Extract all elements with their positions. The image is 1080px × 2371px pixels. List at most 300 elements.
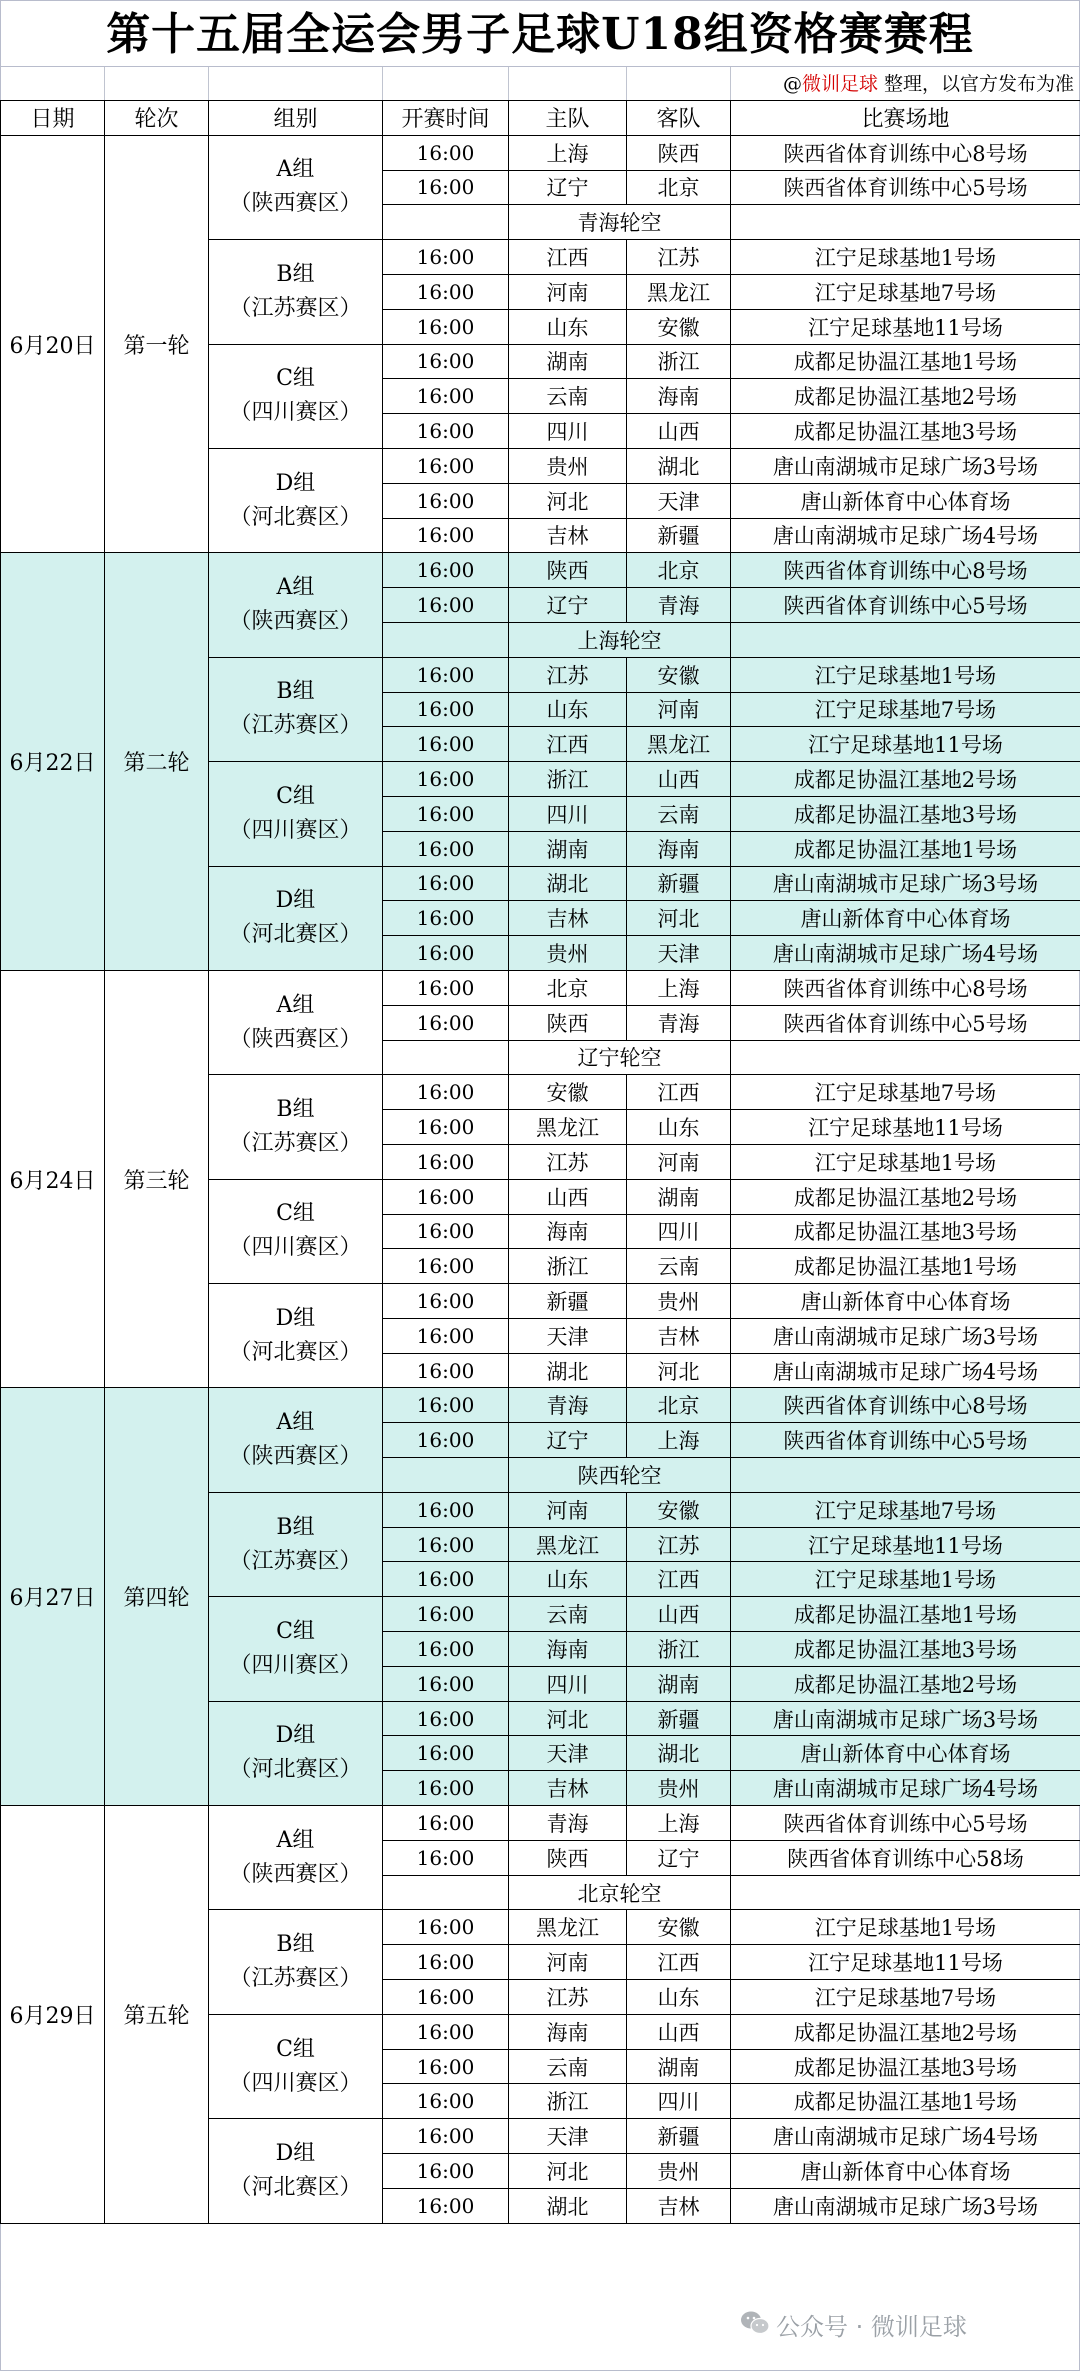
bye-cell: 陕西轮空 (509, 1458, 731, 1493)
home-team-cell: 浙江 (509, 2084, 627, 2119)
group-name: D组 (275, 2140, 316, 2166)
schedule-body (1, 135, 1080, 2223)
group-region: （四川赛区） (229, 1652, 362, 1678)
home-team-cell: 黑龙江 (509, 1910, 627, 1945)
group-name: A组 (276, 157, 315, 183)
table-row (1, 970, 1080, 1005)
away-team-cell: 湖南 (627, 1179, 731, 1214)
home-team-cell: 安徽 (509, 1075, 627, 1110)
home-team-cell: 浙江 (509, 762, 627, 797)
home-team-cell: 吉林 (509, 901, 627, 936)
away-team-cell: 青海 (627, 1005, 731, 1040)
round-cell: 第三轮 (105, 970, 209, 1388)
table-row (1, 135, 1080, 170)
away-team-cell: 新疆 (627, 1701, 731, 1736)
time-cell: 16:00 (383, 1388, 509, 1423)
away-team-cell: 浙江 (627, 344, 731, 379)
away-team-cell: 吉林 (627, 2188, 731, 2223)
away-team-cell: 江苏 (627, 1527, 731, 1562)
group-region: （江苏赛区） (229, 1131, 362, 1156)
bye-cell: 上海轮空 (509, 622, 731, 657)
group-region: （河北赛区） (229, 1339, 362, 1365)
home-team-cell: 云南 (509, 1597, 627, 1632)
header-time: 开赛时间 (383, 101, 509, 136)
away-team-cell: 安徽 (627, 309, 731, 344)
home-team-cell: 山东 (509, 309, 627, 344)
time-cell: 16:00 (383, 657, 509, 692)
home-team-cell: 天津 (509, 2119, 627, 2154)
home-team-cell: 黑龙江 (509, 1527, 627, 1562)
home-team-cell: 云南 (509, 379, 627, 414)
time-cell: 16:00 (383, 1736, 509, 1771)
home-team-cell: 河北 (509, 2154, 627, 2189)
time-cell: 16:00 (383, 1144, 509, 1179)
venue-cell: 唐山新体育中心体育场 (731, 1284, 1080, 1319)
time-cell: 16:00 (383, 1806, 509, 1841)
group-name: C组 (276, 2036, 315, 2062)
group-region: （江苏赛区） (229, 713, 362, 739)
venue-cell: 成都足协温江基地1号场 (731, 344, 1080, 379)
away-team-cell: 河南 (627, 1144, 731, 1179)
group-name: D组 (275, 470, 316, 496)
group-name: A组 (276, 992, 315, 1018)
venue-cell: 唐山南湖城市足球广场3号场 (731, 866, 1080, 901)
date-cell: 6月24日 (1, 970, 105, 1388)
time-cell: 16:00 (383, 2084, 509, 2119)
time-cell: 16:00 (383, 1701, 509, 1736)
group-cell (209, 762, 383, 866)
header-away: 客队 (627, 101, 731, 136)
time-cell: 16:00 (383, 483, 509, 518)
away-team-cell: 贵州 (627, 1771, 731, 1806)
home-team-cell: 海南 (509, 1214, 627, 1249)
group-name: D组 (275, 1305, 316, 1331)
venue-cell: 江宁足球基地1号场 (731, 240, 1080, 275)
away-team-cell: 山西 (627, 1597, 731, 1632)
home-team-cell: 天津 (509, 1318, 627, 1353)
home-team-cell: 辽宁 (509, 170, 627, 205)
venue-cell: 陕西省体育训练中心5号场 (731, 1005, 1080, 1040)
home-team-cell: 黑龙江 (509, 1110, 627, 1145)
venue-cell: 成都足协温江基地1号场 (731, 831, 1080, 866)
bye-time-cell (383, 1875, 509, 1910)
venue-cell: 成都足协温江基地2号场 (731, 2014, 1080, 2049)
header-group: 组别 (209, 101, 383, 136)
venue-cell: 江宁足球基地1号场 (731, 1562, 1080, 1597)
away-team-cell: 安徽 (627, 1910, 731, 1945)
group-cell (209, 866, 383, 970)
venue-cell: 陕西省体育训练中心8号场 (731, 135, 1080, 170)
home-team-cell: 四川 (509, 796, 627, 831)
home-team-cell: 江苏 (509, 1980, 627, 2015)
time-cell: 16:00 (383, 344, 509, 379)
home-team-cell: 贵州 (509, 448, 627, 483)
time-cell: 16:00 (383, 1249, 509, 1284)
away-team-cell: 新疆 (627, 518, 731, 553)
bye-cell: 青海轮空 (509, 205, 731, 240)
away-team-cell: 北京 (627, 170, 731, 205)
venue-cell: 成都足协温江基地3号场 (731, 1214, 1080, 1249)
group-cell (209, 1492, 383, 1596)
venue-cell: 唐山南湖城市足球广场3号场 (731, 448, 1080, 483)
header-home: 主队 (509, 101, 627, 136)
time-cell: 16:00 (383, 1075, 509, 1110)
away-team-cell: 安徽 (627, 1492, 731, 1527)
group-cell (209, 553, 383, 657)
away-team-cell: 新疆 (627, 866, 731, 901)
away-team-cell: 浙江 (627, 1632, 731, 1667)
home-team-cell: 河南 (509, 1492, 627, 1527)
time-cell: 16:00 (383, 1005, 509, 1040)
venue-cell: 唐山南湖城市足球广场4号场 (731, 936, 1080, 971)
away-team-cell: 安徽 (627, 657, 731, 692)
schedule-table (0, 100, 1080, 2224)
home-team-cell: 新疆 (509, 1284, 627, 1319)
away-team-cell: 山东 (627, 1980, 731, 2015)
date-cell: 6月20日 (1, 135, 105, 553)
away-team-cell: 云南 (627, 796, 731, 831)
group-name: A组 (276, 1827, 315, 1853)
away-team-cell: 上海 (627, 970, 731, 1005)
credit-brand: 微训足球 (801, 73, 878, 95)
away-team-cell: 山东 (627, 1110, 731, 1145)
venue-cell: 江宁足球基地1号场 (731, 1910, 1080, 1945)
time-cell: 16:00 (383, 1527, 509, 1562)
time-cell: 16:00 (383, 796, 509, 831)
venue-cell: 成都足协温江基地2号场 (731, 1666, 1080, 1701)
header-row (1, 101, 1080, 136)
time-cell: 16:00 (383, 970, 509, 1005)
away-team-cell: 上海 (627, 1806, 731, 1841)
credit-row (0, 66, 1080, 101)
home-team-cell: 海南 (509, 2014, 627, 2049)
table-row (1, 1388, 1080, 1423)
home-team-cell: 天津 (509, 1736, 627, 1771)
header-round: 轮次 (105, 101, 209, 136)
bye-time-cell (383, 1458, 509, 1493)
venue-cell: 江宁足球基地7号场 (731, 274, 1080, 309)
time-cell: 16:00 (383, 1945, 509, 1980)
group-name: A组 (276, 1410, 315, 1436)
venue-cell: 唐山新体育中心体育场 (731, 901, 1080, 936)
time-cell: 16:00 (383, 1179, 509, 1214)
watermark-text: 公众号 · 微训足球 (776, 2313, 967, 2341)
away-team-cell: 北京 (627, 553, 731, 588)
group-cell (209, 657, 383, 761)
home-team-cell: 吉林 (509, 1771, 627, 1806)
home-team-cell: 山东 (509, 1562, 627, 1597)
venue-cell: 江宁足球基地11号场 (731, 1110, 1080, 1145)
venue-cell: 江宁足球基地1号场 (731, 1144, 1080, 1179)
time-cell: 16:00 (383, 1980, 509, 2015)
away-team-cell: 海南 (627, 831, 731, 866)
venue-cell: 唐山南湖城市足球广场4号场 (731, 1771, 1080, 1806)
time-cell: 16:00 (383, 240, 509, 275)
venue-cell: 陕西省体育训练中心5号场 (731, 170, 1080, 205)
home-team-cell: 海南 (509, 1632, 627, 1667)
group-cell (209, 1388, 383, 1492)
group-region: （江苏赛区） (229, 295, 362, 321)
time-cell: 16:00 (383, 448, 509, 483)
group-name: B组 (276, 1097, 315, 1122)
venue-cell: 江宁足球基地7号场 (731, 692, 1080, 727)
group-cell (209, 1910, 383, 2014)
home-team-cell: 贵州 (509, 936, 627, 971)
page-title: 第十五届全运会男子足球U18组资格赛赛程 (106, 9, 974, 60)
venue-cell: 陕西省体育训练中心8号场 (731, 553, 1080, 588)
group-name: B组 (276, 1514, 315, 1540)
time-cell: 16:00 (383, 1840, 509, 1875)
round-cell: 第二轮 (105, 553, 209, 971)
venue-cell: 唐山南湖城市足球广场3号场 (731, 1701, 1080, 1736)
group-region: （河北赛区） (229, 504, 362, 530)
time-cell: 16:00 (383, 1110, 509, 1145)
venue-cell: 唐山南湖城市足球广场4号场 (731, 1353, 1080, 1388)
home-team-cell: 湖南 (509, 831, 627, 866)
time-cell: 16:00 (383, 1910, 509, 1945)
away-team-cell: 湖南 (627, 2049, 731, 2084)
home-team-cell: 四川 (509, 414, 627, 449)
time-cell: 16:00 (383, 1771, 509, 1806)
away-team-cell: 山西 (627, 762, 731, 797)
away-team-cell: 天津 (627, 936, 731, 971)
away-team-cell: 江西 (627, 1075, 731, 1110)
away-team-cell: 湖北 (627, 448, 731, 483)
group-name: A组 (276, 575, 315, 601)
home-team-cell: 北京 (509, 970, 627, 1005)
group-cell (209, 1701, 383, 1805)
time-cell: 16:00 (383, 309, 509, 344)
group-cell (209, 448, 383, 552)
venue-cell: 唐山新体育中心体育场 (731, 2154, 1080, 2189)
home-team-cell: 湖北 (509, 2188, 627, 2223)
group-name: D组 (275, 1723, 316, 1749)
time-cell: 16:00 (383, 1492, 509, 1527)
header-venue: 比赛场地 (731, 101, 1080, 136)
date-cell: 6月27日 (1, 1388, 105, 1806)
group-name: B组 (276, 679, 315, 705)
time-cell: 16:00 (383, 379, 509, 414)
away-team-cell: 陕西 (627, 135, 731, 170)
venue-cell: 唐山南湖城市足球广场3号场 (731, 1318, 1080, 1353)
home-team-cell: 辽宁 (509, 588, 627, 623)
bye-venue-cell (731, 622, 1080, 657)
time-cell: 16:00 (383, 831, 509, 866)
home-team-cell: 辽宁 (509, 1423, 627, 1458)
time-cell: 16:00 (383, 2119, 509, 2154)
group-region: （陕西赛区） (229, 1444, 362, 1470)
bye-venue-cell (731, 1875, 1080, 1910)
away-team-cell: 天津 (627, 483, 731, 518)
home-team-cell: 河南 (509, 274, 627, 309)
away-team-cell: 河北 (627, 901, 731, 936)
home-team-cell: 湖南 (509, 344, 627, 379)
time-cell: 16:00 (383, 901, 509, 936)
venue-cell: 成都足协温江基地2号场 (731, 379, 1080, 414)
time-cell: 16:00 (383, 1318, 509, 1353)
home-team-cell: 青海 (509, 1806, 627, 1841)
watermark (740, 2305, 967, 2349)
venue-cell: 陕西省体育训练中心58场 (731, 1840, 1080, 1875)
time-cell: 16:00 (383, 727, 509, 762)
venue-cell: 成都足协温江基地2号场 (731, 1179, 1080, 1214)
group-region: （陕西赛区） (229, 191, 362, 217)
group-name: B组 (276, 1932, 315, 1958)
group-cell (209, 240, 383, 344)
home-team-cell: 江西 (509, 240, 627, 275)
away-team-cell: 江西 (627, 1945, 731, 1980)
away-team-cell: 黑龙江 (627, 727, 731, 762)
time-cell: 16:00 (383, 518, 509, 553)
group-region: （河北赛区） (229, 1757, 362, 1783)
home-team-cell: 上海 (509, 135, 627, 170)
date-cell: 6月29日 (1, 1806, 105, 2224)
table-row (1, 553, 1080, 588)
away-team-cell: 河北 (627, 1353, 731, 1388)
time-cell: 16:00 (383, 692, 509, 727)
away-team-cell: 上海 (627, 1423, 731, 1458)
away-team-cell: 青海 (627, 588, 731, 623)
venue-cell: 江宁足球基地11号场 (731, 1527, 1080, 1562)
header-date: 日期 (1, 101, 105, 136)
group-name: B组 (276, 261, 315, 287)
venue-cell: 成都足协温江基地1号场 (731, 1597, 1080, 1632)
credit-at: @ (782, 73, 802, 95)
away-team-cell: 北京 (627, 1388, 731, 1423)
time-cell: 16:00 (383, 2049, 509, 2084)
group-cell (209, 1597, 383, 1701)
home-team-cell: 湖北 (509, 866, 627, 901)
group-region: （陕西赛区） (229, 1026, 362, 1052)
time-cell: 16:00 (383, 588, 509, 623)
away-team-cell: 河南 (627, 692, 731, 727)
time-cell: 16:00 (383, 1632, 509, 1667)
credit-note (783, 67, 1074, 101)
home-team-cell: 河南 (509, 1945, 627, 1980)
time-cell: 16:00 (383, 1284, 509, 1319)
away-team-cell: 江苏 (627, 240, 731, 275)
time-cell: 16:00 (383, 2014, 509, 2049)
venue-cell: 江宁足球基地11号场 (731, 1945, 1080, 1980)
round-cell: 第一轮 (105, 135, 209, 553)
group-region: （江苏赛区） (229, 1966, 362, 1992)
group-region: （四川赛区） (229, 400, 362, 426)
time-cell: 16:00 (383, 1353, 509, 1388)
time-cell: 16:00 (383, 1562, 509, 1597)
round-cell: 第五轮 (105, 1806, 209, 2224)
group-region: （四川赛区） (229, 1235, 362, 1261)
away-team-cell: 云南 (627, 1249, 731, 1284)
time-cell: 16:00 (383, 553, 509, 588)
venue-cell: 陕西省体育训练中心5号场 (731, 1806, 1080, 1841)
bye-time-cell (383, 1040, 509, 1075)
round-cell: 第四轮 (105, 1388, 209, 1806)
home-team-cell: 江苏 (509, 657, 627, 692)
group-region: （四川赛区） (229, 2070, 362, 2096)
home-team-cell: 河北 (509, 1701, 627, 1736)
group-region: （四川赛区） (229, 817, 362, 843)
time-cell: 16:00 (383, 2188, 509, 2223)
venue-cell: 陕西省体育训练中心8号场 (731, 970, 1080, 1005)
table-row (1, 1806, 1080, 1841)
bye-venue-cell (731, 1458, 1080, 1493)
time-cell: 16:00 (383, 1666, 509, 1701)
credit-suffix: 整理，以官方发布为准 (877, 73, 1074, 95)
bye-time-cell (383, 622, 509, 657)
group-region: （江苏赛区） (229, 1548, 362, 1574)
venue-cell: 成都足协温江基地3号场 (731, 1632, 1080, 1667)
group-region: （河北赛区） (229, 2174, 362, 2200)
venue-cell: 成都足协温江基地2号场 (731, 762, 1080, 797)
time-cell: 16:00 (383, 2154, 509, 2189)
time-cell: 16:00 (383, 170, 509, 205)
group-name: D组 (275, 888, 316, 914)
group-cell (209, 135, 383, 239)
group-name: C组 (276, 1201, 315, 1227)
home-team-cell: 山东 (509, 692, 627, 727)
venue-cell: 江宁足球基地7号场 (731, 1492, 1080, 1527)
home-team-cell: 浙江 (509, 1249, 627, 1284)
home-team-cell: 陕西 (509, 1005, 627, 1040)
group-cell (209, 1284, 383, 1388)
away-team-cell: 湖南 (627, 1666, 731, 1701)
wechat-icon (740, 2306, 770, 2350)
time-cell: 16:00 (383, 1214, 509, 1249)
group-name: C组 (276, 366, 315, 392)
group-cell (209, 2014, 383, 2118)
home-team-cell: 陕西 (509, 1840, 627, 1875)
group-cell (209, 344, 383, 448)
venue-cell: 陕西省体育训练中心8号场 (731, 1388, 1080, 1423)
bye-venue-cell (731, 205, 1080, 240)
away-team-cell: 黑龙江 (627, 274, 731, 309)
home-team-cell: 湖北 (509, 1353, 627, 1388)
venue-cell: 唐山南湖城市足球广场3号场 (731, 2188, 1080, 2223)
venue-cell: 成都足协温江基地3号场 (731, 2049, 1080, 2084)
venue-cell: 陕西省体育训练中心5号场 (731, 1423, 1080, 1458)
away-team-cell: 四川 (627, 2084, 731, 2119)
away-team-cell: 新疆 (627, 2119, 731, 2154)
venue-cell: 唐山新体育中心体育场 (731, 483, 1080, 518)
group-name: C组 (276, 1618, 315, 1644)
group-cell (209, 2119, 383, 2223)
away-team-cell: 四川 (627, 1214, 731, 1249)
group-region: （陕西赛区） (229, 1861, 362, 1887)
group-region: （河北赛区） (229, 922, 362, 948)
home-team-cell: 青海 (509, 1388, 627, 1423)
away-team-cell: 贵州 (627, 1284, 731, 1319)
group-cell (209, 1179, 383, 1283)
home-team-cell: 江西 (509, 727, 627, 762)
away-team-cell: 山西 (627, 414, 731, 449)
bye-cell: 北京轮空 (509, 1875, 731, 1910)
venue-cell: 江宁足球基地7号场 (731, 1980, 1080, 2015)
venue-cell: 成都足协温江基地1号场 (731, 1249, 1080, 1284)
home-team-cell: 河北 (509, 483, 627, 518)
venue-cell: 江宁足球基地1号场 (731, 657, 1080, 692)
time-cell: 16:00 (383, 135, 509, 170)
away-team-cell: 山西 (627, 2014, 731, 2049)
bye-time-cell (383, 205, 509, 240)
venue-cell: 唐山南湖城市足球广场4号场 (731, 518, 1080, 553)
group-name: C组 (276, 783, 315, 809)
venue-cell: 江宁足球基地11号场 (731, 309, 1080, 344)
venue-cell: 唐山南湖城市足球广场4号场 (731, 2119, 1080, 2154)
away-team-cell: 吉林 (627, 1318, 731, 1353)
venue-cell: 江宁足球基地11号场 (731, 727, 1080, 762)
venue-cell: 江宁足球基地7号场 (731, 1075, 1080, 1110)
venue-cell: 成都足协温江基地3号场 (731, 414, 1080, 449)
